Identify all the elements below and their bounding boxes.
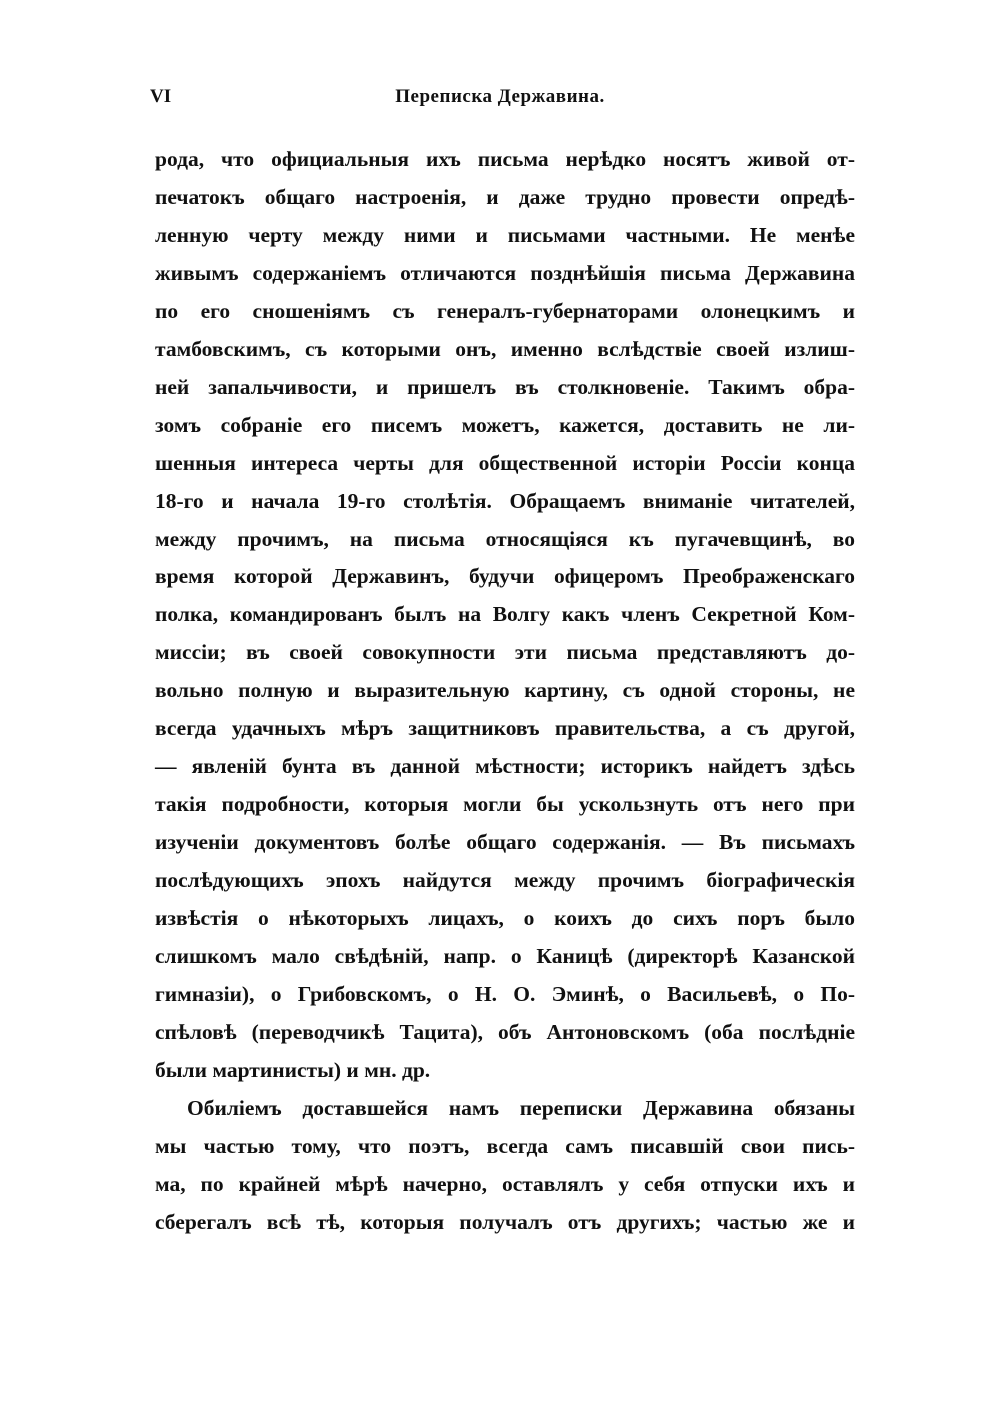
paragraph (155, 147, 855, 1096)
text-line: — явленій бунта въ данной мѣстности; историкъ найдетъ здѣсь (155, 754, 855, 779)
text-line: всегда удачныхъ мѣръ защитниковъ правительства, а съ другой, (155, 716, 855, 741)
text-line: между прочимъ, на письма относящіяся къ пугачевщинѣ, во (155, 526, 855, 551)
text-line: 18-го и начала 19-го столѣтія. Обращаемъ вниманіе читателей, (155, 488, 855, 513)
text-line: вольно полную и выразительную картину, съ одной стороны, не (155, 678, 855, 703)
text-line: зомъ собраніе его писемъ можетъ, кажется, доставить не ли- (155, 412, 855, 437)
text-line: сберегалъ всѣ тѣ, которыя получалъ отъ другихъ; частью же и (155, 1209, 855, 1234)
text-line: по его сношеніямъ съ генералъ-губернаторами олонецкимъ и (155, 298, 855, 323)
text-line: полка, командированъ былъ на Волгу какъ членъ Секретной Ком- (155, 602, 855, 627)
text-line: спѣловѣ (переводчикѣ Тацита), объ Антоновскомъ (оба послѣдніе (155, 1019, 855, 1044)
text-line: шенныя интереса черты для общественной исторіи Россіи конца (155, 450, 855, 475)
text-line: извѣстія о нѣкоторыхъ лицахъ, о коихъ до сихъ поръ было (155, 906, 855, 931)
paragraph (155, 1096, 855, 1248)
text-line: тамбовскимъ, съ которыми онъ, именно вслѣдствіе своей излиш- (155, 336, 855, 361)
text-line: печатокъ общаго настроенія, и даже трудно провести опредѣ- (155, 184, 855, 209)
text-line: гимназіи), о Грибовскомъ, о Н. О. Эминѣ, о Васильевѣ, о По- (155, 981, 855, 1006)
text-line: ней запальчивости, и пришелъ въ столкновеніе. Такимъ обра- (155, 374, 855, 399)
text-line: слишкомъ мало свѣдѣній, напр. о Каницѣ (директорѣ Казанской (155, 944, 855, 969)
text-line: мы частью тому, что поэтъ, всегда самъ писавшій свои пись- (155, 1133, 855, 1158)
text-line: миссіи; въ своей совокупности эти письма представляютъ до- (155, 640, 855, 665)
text-line: время которой Державинъ, будучи офицеромъ Преображенскаго (155, 564, 855, 589)
text-line: послѣдующихъ эпохъ найдутся между прочимъ біографическія (155, 868, 855, 893)
text-line: ма, по крайней мѣрѣ начерно, оставлялъ у себя отпуски ихъ и (155, 1171, 855, 1196)
text-line: были мартинисты) и мн. др. (155, 1057, 431, 1082)
body-text (155, 147, 855, 1248)
running-title: Переписка Державина. (395, 86, 605, 107)
text-line: живымъ содержаніемъ отличаются позднѣйшія письма Державина (155, 260, 855, 285)
text-line: рода, что официальныя ихъ письма нерѣдко носятъ живой от- (155, 147, 855, 171)
text-line: Обиліемъ доставшейся намъ переписки Державина обязаны (187, 1095, 855, 1120)
text-line: ленную черту между ними и письмами частными. Не менѣе (155, 222, 855, 247)
text-line: такія подробности, которыя могли бы ускользнуть отъ него при (155, 792, 855, 817)
page-number: VI (150, 86, 172, 107)
text-line: изученіи документовъ болѣе общаго содержанія. — Въ письмахъ (155, 830, 855, 855)
